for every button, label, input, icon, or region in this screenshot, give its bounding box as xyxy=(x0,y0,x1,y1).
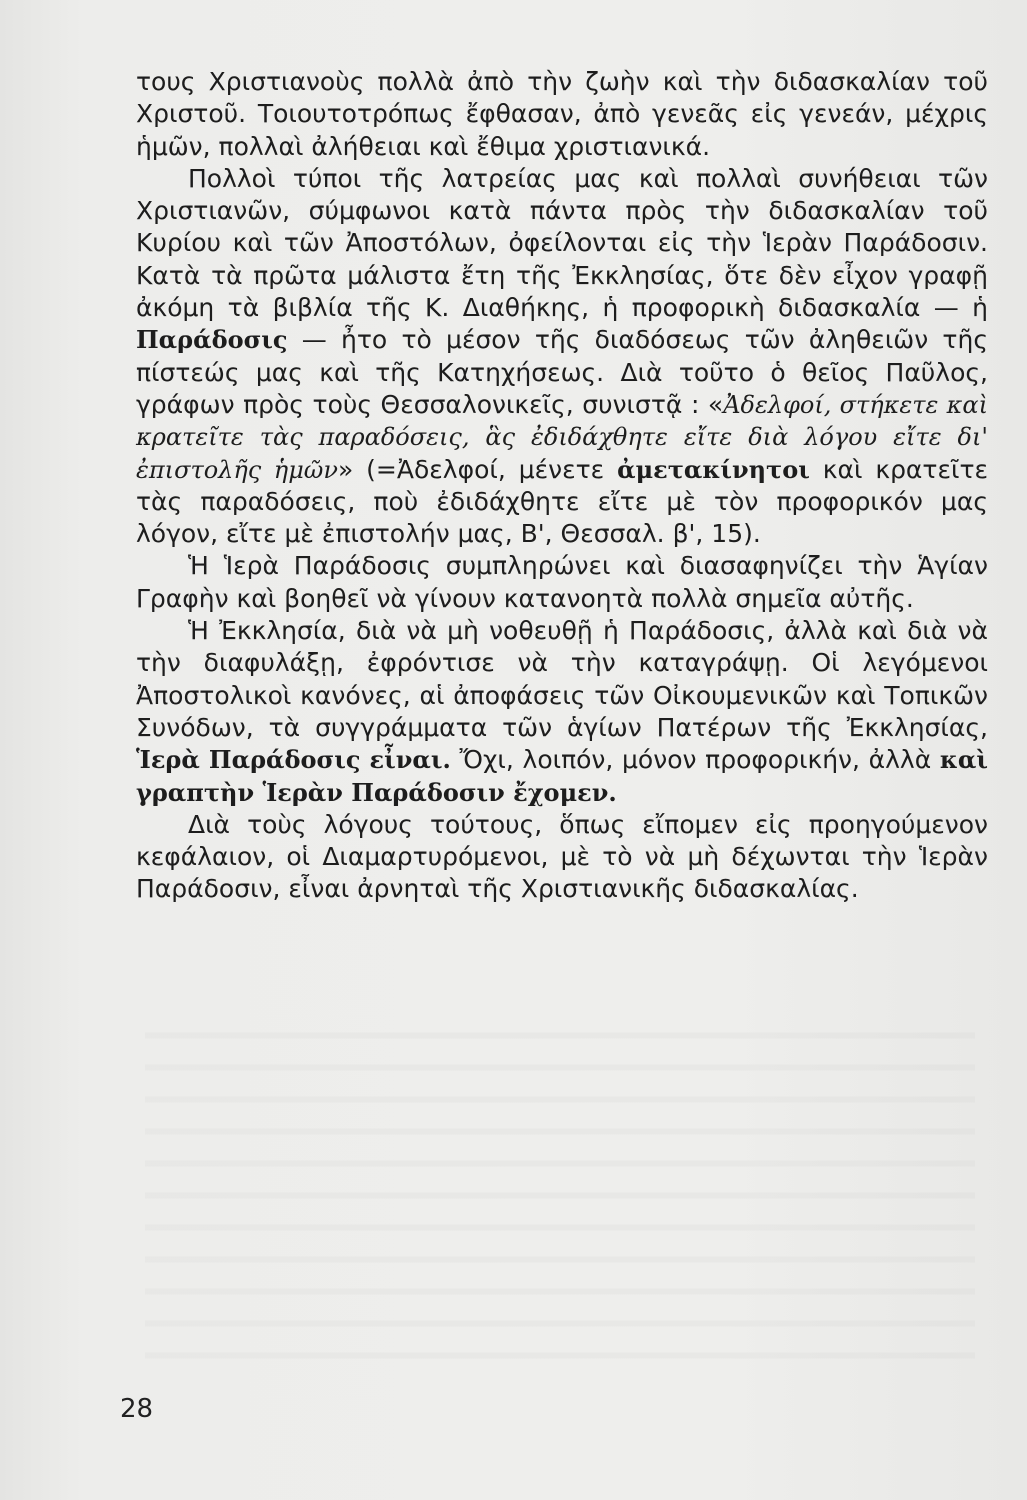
text-run: Ἡ Ἱερὰ Παράδοσις συμπληρώνει καὶ διασαφηνίζει τὴν Ἁγίαν Γραφὴν καὶ βοηθεῖ νὰ γίνουν κατανοητὰ πολλὰ σημεῖα αὐτῆς. xyxy=(136,551,988,613)
text-run: Ἡ Ἐκκλησία, διὰ νὰ μὴ νοθευθῇ ἡ Παράδοσις, ἀλλὰ καὶ διὰ νὰ τὴν διαφυλάξῃ, ἐφρόντισε νὰ τὴν καταγράψῃ. Οἱ λεγόμενοι Ἀποστολικοὶ κανόνες, αἱ ἀποφάσεις τῶν Οἰκουμενικῶν καὶ Τοπικῶν Συνόδων, τὰ συγγράμματα τῶν ἁγίων Πατέρων τῆς Ἐκκλησίας, xyxy=(136,616,988,742)
scripture-quote: Ἀδελφοί, στήκετε καὶ κρατεῖτε τὰς παραδόσεις, ἃς ἐδιδάχθητε εἴτε διὰ λόγου εἴτε δι' ἐπιστολῆς ἡμῶν xyxy=(136,390,989,484)
paragraph-1 xyxy=(136,66,988,163)
text-run: καὶ κρατεῖτε τὰς παραδόσεις, ποὺ ἐδιδάχθητε εἴτε μὲ τὸν προφορικόν μας λόγον, εἴτε μὲ ἐπιστολήν μας, Β', Θεσσαλ. β', 15). xyxy=(136,454,989,549)
paragraph-5 xyxy=(136,809,988,906)
text-run: Πολλοὶ τύποι τῆς λατρείας μας καὶ πολλαὶ συνήθειαι τῶν Χριστιανῶν, σύμφωνοι κατὰ πάντα πρὸς τὴν διδασκαλίαν τοῦ Κυρίου καὶ τῶν Ἀποστόλων, ὀφείλονται εἰς τὴν Ἱερὰν Παράδοσιν. Κατὰ τὰ πρῶτα μάλιστα ἔτη τῆς Ἐκκλησίας, ὅτε δὲν εἶχον γραφῇ ἀκόμη τὰ βιβλία τῆς Κ. Διαθήκης, ἡ προφορικὴ διδασκαλία — ἡ xyxy=(136,163,988,323)
bold-term: Ἱερὰ Παράδοσις εἶναι. xyxy=(136,745,451,775)
bold-term: ἀμετακίνητοι xyxy=(617,454,810,484)
text-run: τους Χριστιανοὺς πολλὰ ἀπὸ τὴν ζωὴν καὶ τὴν διδασκαλίαν τοῦ Χριστοῦ. Τοιουτοτρόπως ἔφθασαν, ἀπὸ γενεᾶς εἰς γενεάν, μέχρις ἡμῶν, πολλαὶ ἀλήθειαι καὶ ἔθιμα χριστιανικά. xyxy=(136,67,988,161)
bold-term: καὶ γραπτὴν Ἱερὰν Παράδοσιν ἔχομεν. xyxy=(136,745,988,807)
text-run: » (=Ἀδελφοί, μένετε xyxy=(337,454,618,484)
body-text xyxy=(136,66,988,906)
show-through-texture xyxy=(145,1010,975,1370)
text-run: — ἦτο τὸ μέσον τῆς διαδόσεως τῶν ἀληθειῶν τῆς πίστεώς μας καὶ τῆς Κατηχήσεως. Διὰ τοῦτο ὁ θεῖος Παῦλος, γράφων πρὸς τοὺς Θεσσαλονικεῖς, συνιστᾷ : « xyxy=(136,325,988,419)
text-run: Ὄχι, λοιπόν, μόνον προφορικήν, ἀλλὰ xyxy=(450,745,940,775)
paragraph-2 xyxy=(136,163,988,551)
paragraph-3 xyxy=(136,550,988,615)
paragraph-4 xyxy=(136,615,988,809)
bold-term: Παράδοσις xyxy=(136,325,288,355)
page-number: 28 xyxy=(120,1394,154,1424)
text-run: Διὰ τοὺς λόγους τούτους, ὅπως εἴπομεν εἰς προηγούμενον κεφάλαιον, οἱ Διαμαρτυρόμενοι, μὲ τὸ νὰ μὴ δέχωνται τὴν Ἱερὰν Παράδοσιν, εἶναι ἀρνηταὶ τῆς Χριστιανικῆς διδασκαλίας. xyxy=(136,809,988,904)
